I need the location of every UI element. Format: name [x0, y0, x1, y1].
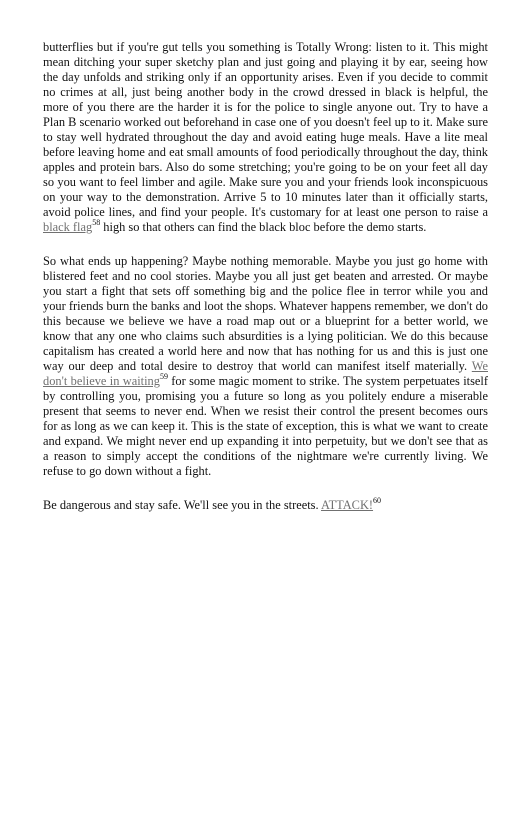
paragraph-text: So what ends up happening? Maybe nothing memorable. Maybe you just go home with blistered feet and no cool stories. Maybe you all just get beaten and arrested. Or maybe you start a fight that sets off something big and the police flee in terror while you and your friends burn the banks and loot the shops. Whatever happens remember, we don't do this because we believe we have a road map out or a blueprint for a better world, we know that any one who claims such absurdities is a lying politician. We do this because capitalism has created a world here and now that has nothing for us and this is just one way our deep and total desire to destroy that world can manifest itself materially.: [43, 254, 488, 373]
paragraph: [43, 254, 488, 479]
paragraph-text: butterflies but if you're gut tells you something is Totally Wrong: listen to it. This might mean ditching your super sketchy plan and just going and playing it by ear, seeing how the day unfolds and striking only if an opportunity arises. Even if you decide to commit no crimes at all, just being another body in the crowd dressed in black is helpful, the more of you there are the harder it is for the police to single anyone out. Try to have a Plan B scenario worked out beforehand in case one of you doesn't feel up to it. Make sure to stay well hydrated throughout the day and avoid eating huge meals. Have a lite meal before leaving home and eat small amounts of food periodically throughout the day, think apples and protein bars. Also do some stretching; you're going to be on your feet all day so you want to feel limber and agile. Make sure you and your friends look inconspicuous on your way to the demonstration. Arrive 5 to 10 minutes later than it officially starts, avoid police lines, and find your people. It's customary for at least one person to raise a: [43, 40, 488, 219]
footnote-marker: 58: [92, 217, 101, 227]
footnote-link[interactable]: We don't believe in waiting: [43, 359, 488, 388]
paragraph-text: high so that others can find the black bloc before the demo starts.: [100, 220, 427, 234]
paragraph: [43, 40, 488, 235]
document-page: [43, 40, 488, 513]
footnote-marker: 59: [159, 371, 168, 381]
paragraph: [43, 495, 488, 513]
paragraph-text: Be dangerous and stay safe. We'll see you in the streets.: [43, 498, 322, 512]
paragraph-text: for some magic moment to strike. The system perpetuates itself by controlling you, promising you a future so long as you politely endure a miserable present that seems to never end. When we resist their control the present becomes ours for as long as we can keep it. This is the state of exception, this is what we want to create and expand. We might never end up expanding it into perpetuity, but we don't see that as a reason to simply accept the conditions of the nightmare we're currently living. We refuse to go down without a fight.: [43, 374, 488, 478]
footnote-link[interactable]: ATTACK!: [321, 498, 374, 512]
footnote-link[interactable]: black flag: [43, 220, 93, 234]
footnote-marker: 60: [373, 495, 382, 505]
